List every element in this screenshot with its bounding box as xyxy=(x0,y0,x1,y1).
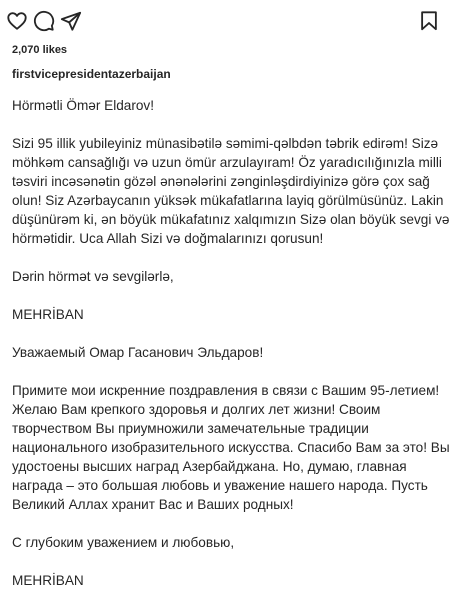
comment-icon[interactable] xyxy=(33,10,55,32)
post-author-username[interactable]: firstvicepresidentazerbaijan xyxy=(12,67,171,81)
caption-body-ru: Примите мои искренние поздравления в связи с Вашим 95-летием! Желаю Вам крепкого здоровья и долгих лет жизни! Своим творчеством Вы приумножили замечательные традиции национального изобразительного искусства. Спасибо Вам за это! Вы удостоены высших наград Азербайджана. Но, думаю, главная награда – это большая любовь и уважение нашего народа. Пусть Великий Аллах хранит Вас и Ваших родных! xyxy=(12,383,450,512)
caption-greeting-ru: Уважаемый Омар Гасанович Эльдаров! xyxy=(12,345,264,360)
caption-closing-ru: С глубоким уважением и любовью, xyxy=(12,535,235,550)
caption-greeting-az: Hörmətli Ömər Eldarov! xyxy=(12,98,155,113)
caption-closing-az: Dərin hörmət və sevgilərlə, xyxy=(12,269,174,284)
post-action-bar xyxy=(0,0,461,34)
caption-signature-ru: MEHRİBAN xyxy=(12,573,84,588)
caption-body-az: Sizi 95 illik yubileyiniz münasibətilə səmimi-qəlbdən təbrik edirəm! Sizə möhkəm cansağlığı və uzun ömür arzulayıram! Öz yaradıcılığınızla milli təsviri incəsənətin gözəl ənənələrini zənginləşdirdiyinizə görə çox sağ olun! Siz Azərbaycanın yüksək mükafatlarına layiq görülmüsünüz. Lakin düşünürəm ki, ən böyük mükafatınız xalqımızın Sizə olan böyük sevgi və hörmətidir. Uca Allah Sizi və doğmalarınızı qorusun! xyxy=(12,136,450,246)
caption-signature-az: MEHRİBAN xyxy=(12,307,84,322)
post-caption xyxy=(12,96,454,609)
bookmark-icon[interactable] xyxy=(418,10,440,32)
likes-count[interactable]: 2,070 likes xyxy=(12,44,68,56)
share-icon[interactable] xyxy=(60,10,82,32)
heart-icon[interactable] xyxy=(6,10,28,32)
